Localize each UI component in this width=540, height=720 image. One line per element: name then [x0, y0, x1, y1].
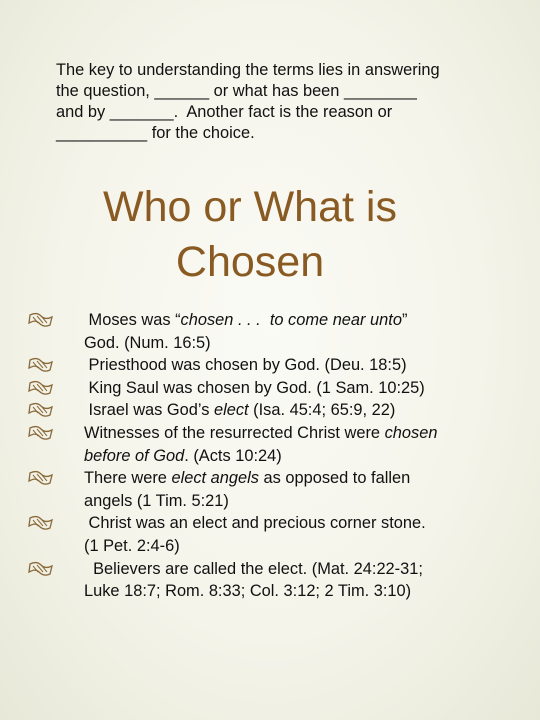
bullet-line: [84, 309, 528, 332]
bullet-line: [84, 354, 528, 377]
intro-line: __________ for the choice.: [56, 124, 255, 142]
text-run: Christ was an elect and precious corner stone.: [84, 514, 426, 533]
text-run: There were: [84, 469, 172, 488]
bullet-line: [84, 512, 528, 535]
bullet-line: [84, 467, 528, 490]
scroll-bullet-icon: [28, 515, 54, 531]
text-run: Israel was God’s: [84, 401, 214, 420]
title-line: Chosen: [175, 238, 325, 286]
bullet-item: [28, 422, 528, 467]
bullet-line: [84, 445, 528, 468]
italic-text: before of God: [84, 446, 185, 465]
bullet-item: [28, 399, 528, 422]
text-run: Believers are called the elect. (Mat. 24:22-31;: [84, 559, 423, 578]
bullet-line: [84, 399, 528, 422]
slide-title: [70, 180, 430, 290]
italic-text: elect angels: [171, 469, 259, 488]
italic-text: chosen: [384, 423, 438, 442]
bullet-line: [84, 332, 528, 355]
italic-text: chosen . . . to come near unto: [180, 311, 402, 329]
intro-line: and by _______. Another fact is the reason or: [56, 103, 393, 121]
italic-text: elect: [213, 401, 249, 420]
scroll-bullet-icon: [28, 561, 54, 577]
text-run: Moses was “: [84, 311, 181, 329]
bullet-item: [28, 354, 528, 377]
bullet-line: [84, 490, 528, 513]
bullet-line: [84, 422, 528, 445]
text-run: Witnesses of the resurrected Christ were: [84, 423, 385, 442]
scroll-bullet-icon: [28, 402, 54, 418]
bullet-item: [28, 309, 528, 354]
bullet-item: [28, 512, 528, 557]
text-run: as opposed to fallen: [258, 469, 411, 488]
text-run: King Saul was chosen by God. (1 Sam. 10:25): [84, 378, 425, 397]
scroll-bullet-icon: [28, 312, 54, 328]
text-run: (Isa. 45:4; 65:9, 22): [248, 401, 396, 420]
text-run: Priesthood was chosen by God. (Deu. 18:5): [84, 356, 407, 375]
bullet-line: [84, 377, 528, 400]
text-run: angels (1 Tim. 5:21): [84, 491, 229, 510]
bullet-line: [84, 558, 528, 581]
text-run: Luke 18:7; Rom. 8:33; Col. 3:12; 2 Tim. 3:10): [84, 582, 412, 601]
scroll-bullet-icon: [28, 357, 54, 373]
intro-line: the question, ______ or what has been ________: [56, 82, 417, 100]
bullet-line: [84, 535, 528, 558]
text-run: ”: [401, 311, 408, 329]
intro-line: The key to understanding the terms lies in answering: [56, 61, 440, 79]
bullet-item: [28, 377, 528, 400]
scroll-bullet-icon: [28, 380, 54, 396]
scroll-bullet-icon: [28, 470, 54, 486]
title-line: Who or What is: [103, 183, 397, 231]
text-run: God. (Num. 16:5): [84, 333, 211, 352]
text-run: (1 Pet. 2:4-6): [84, 536, 180, 555]
intro-paragraph: [56, 60, 496, 144]
scroll-bullet-icon: [28, 425, 54, 441]
bullet-line: [84, 580, 528, 603]
text-run: . (Acts 10:24): [184, 446, 282, 465]
bullet-item: [28, 558, 528, 603]
bullet-item: [28, 467, 528, 512]
bullet-list: [28, 309, 528, 603]
